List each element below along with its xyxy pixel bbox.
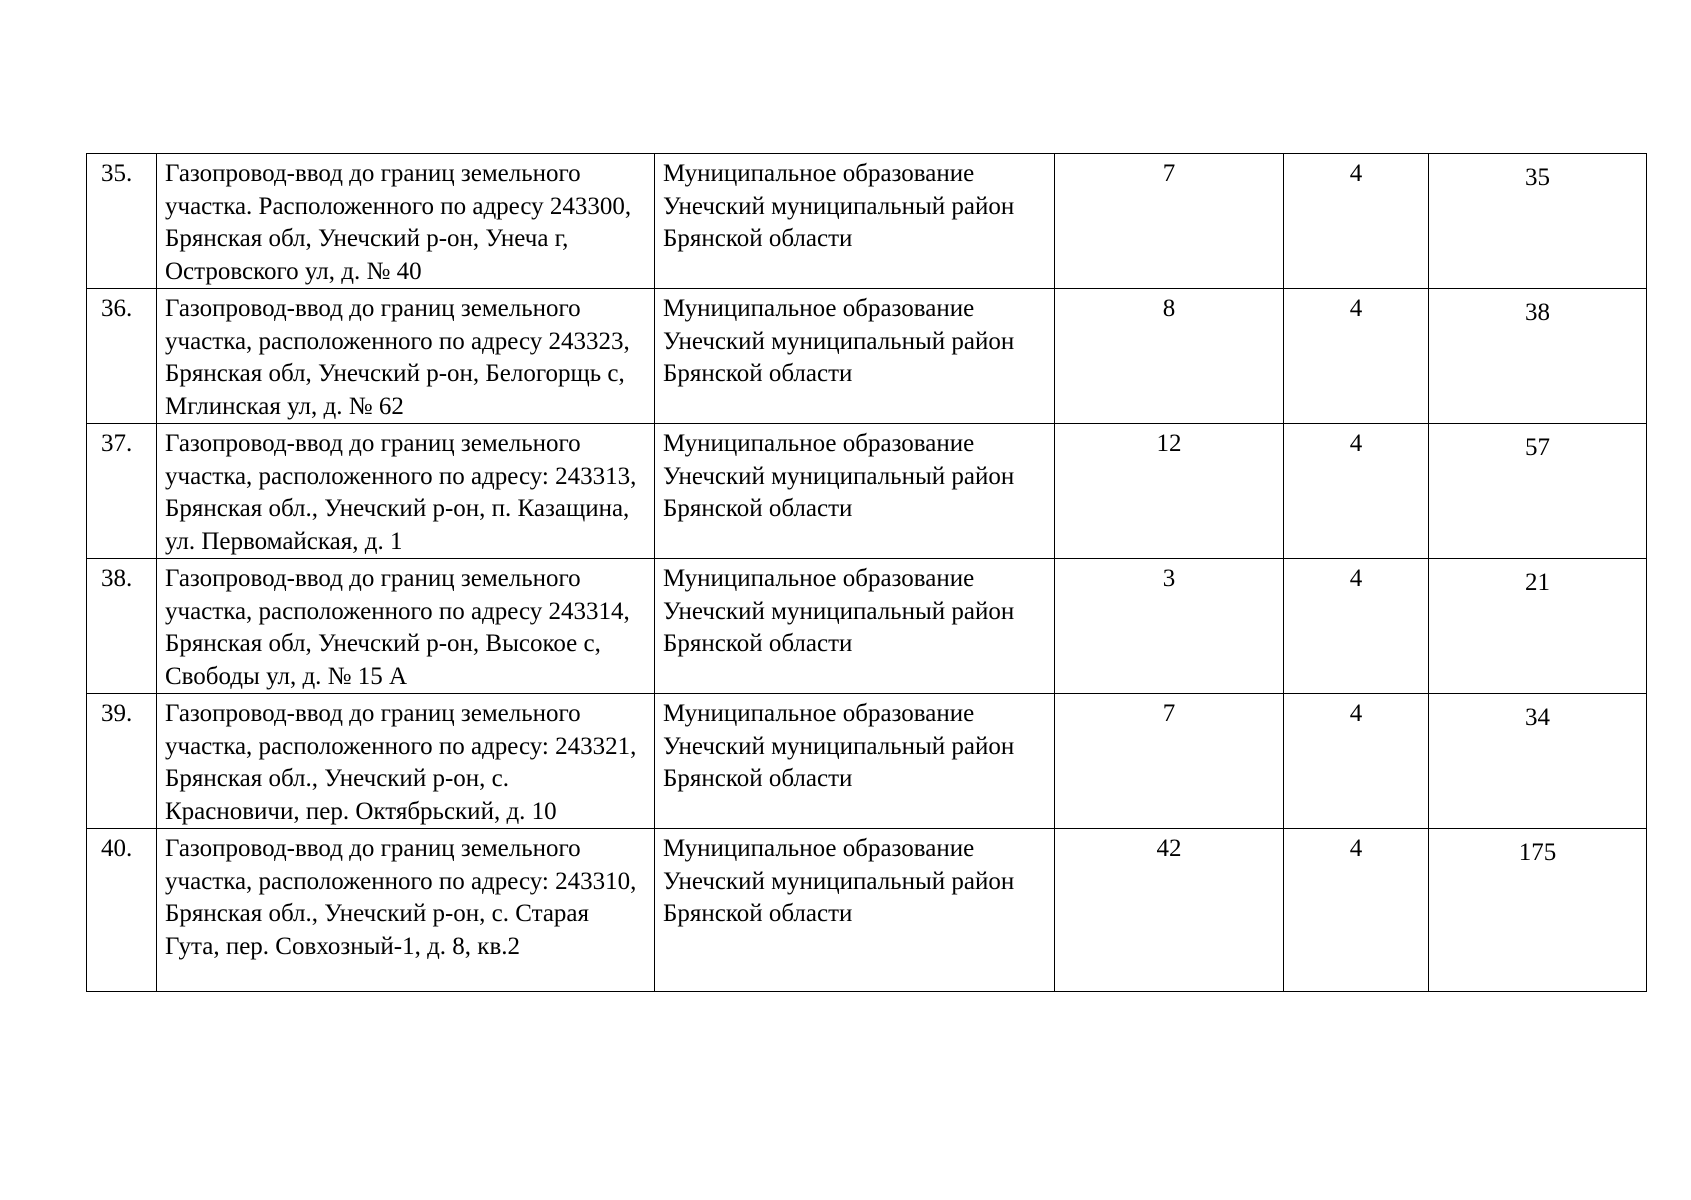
object-description: Газопровод-ввод до границ земельного участка, расположенного по адресу: 243321, Брянская обл., Унечский р-он, с. Красновичи, пер. Октябрьский, д. 10 <box>157 694 655 829</box>
object-description: Газопровод-ввод до границ земельного участка, расположенного по адресу 243314, Брянская обл, Унечский р-он, Высокое с, Свободы ул, д. № 15 А <box>157 559 655 694</box>
value-cell-category: 4 <box>1284 424 1429 559</box>
table-row <box>87 424 1647 559</box>
owner-name: Муниципальное образование Унечский муниципальный район Брянской области <box>655 559 1055 694</box>
row-number: 39. <box>87 694 157 829</box>
row-number: 40. <box>87 829 157 992</box>
table-row <box>87 154 1647 289</box>
owner-name: Муниципальное образование Унечский муниципальный район Брянской области <box>655 829 1055 992</box>
value-cell-length: 42 <box>1055 829 1284 992</box>
row-number: 37. <box>87 424 157 559</box>
table-row <box>87 559 1647 694</box>
owner-name: Муниципальное образование Унечский муниципальный район Брянской области <box>655 694 1055 829</box>
value-cell-total: 35 <box>1429 154 1647 289</box>
row-number: 38. <box>87 559 157 694</box>
value-cell-total: 21 <box>1429 559 1647 694</box>
registry-table-body <box>87 154 1647 992</box>
object-description: Газопровод-ввод до границ земельного участка, расположенного по адресу 243323, Брянская обл, Унечский р-он, Белогорщь с, Мглинская ул, д. № 62 <box>157 289 655 424</box>
value-cell-total: 57 <box>1429 424 1647 559</box>
row-number: 36. <box>87 289 157 424</box>
owner-name: Муниципальное образование Унечский муниципальный район Брянской области <box>655 289 1055 424</box>
value-cell-length: 8 <box>1055 289 1284 424</box>
value-cell-category: 4 <box>1284 829 1429 992</box>
owner-name: Муниципальное образование Унечский муниципальный район Брянской области <box>655 424 1055 559</box>
value-cell-total: 34 <box>1429 694 1647 829</box>
row-number: 35. <box>87 154 157 289</box>
owner-name: Муниципальное образование Унечский муниципальный район Брянской области <box>655 154 1055 289</box>
value-cell-total: 175 <box>1429 829 1647 992</box>
value-cell-category: 4 <box>1284 559 1429 694</box>
object-description: Газопровод-ввод до границ земельного участка, расположенного по адресу: 243310, Брянская обл., Унечский р-он, с. Старая Гута, пер. Совхозный-1, д. 8, кв.2 <box>157 829 655 992</box>
table-row <box>87 289 1647 424</box>
value-cell-category: 4 <box>1284 289 1429 424</box>
object-description: Газопровод-ввод до границ земельного участка, расположенного по адресу: 243313, Брянская обл., Унечский р-он, п. Казащина, ул. Первомайская, д. 1 <box>157 424 655 559</box>
value-cell-length: 3 <box>1055 559 1284 694</box>
table-row <box>87 694 1647 829</box>
value-cell-length: 7 <box>1055 154 1284 289</box>
value-cell-length: 12 <box>1055 424 1284 559</box>
value-cell-total: 38 <box>1429 289 1647 424</box>
registry-table <box>86 153 1647 992</box>
value-cell-length: 7 <box>1055 694 1284 829</box>
object-description: Газопровод-ввод до границ земельного участка. Расположенного по адресу 243300, Брянская обл, Унечский р-он, Унеча г, Островского ул, д. № 40 <box>157 154 655 289</box>
value-cell-category: 4 <box>1284 154 1429 289</box>
table-row <box>87 829 1647 992</box>
value-cell-category: 4 <box>1284 694 1429 829</box>
